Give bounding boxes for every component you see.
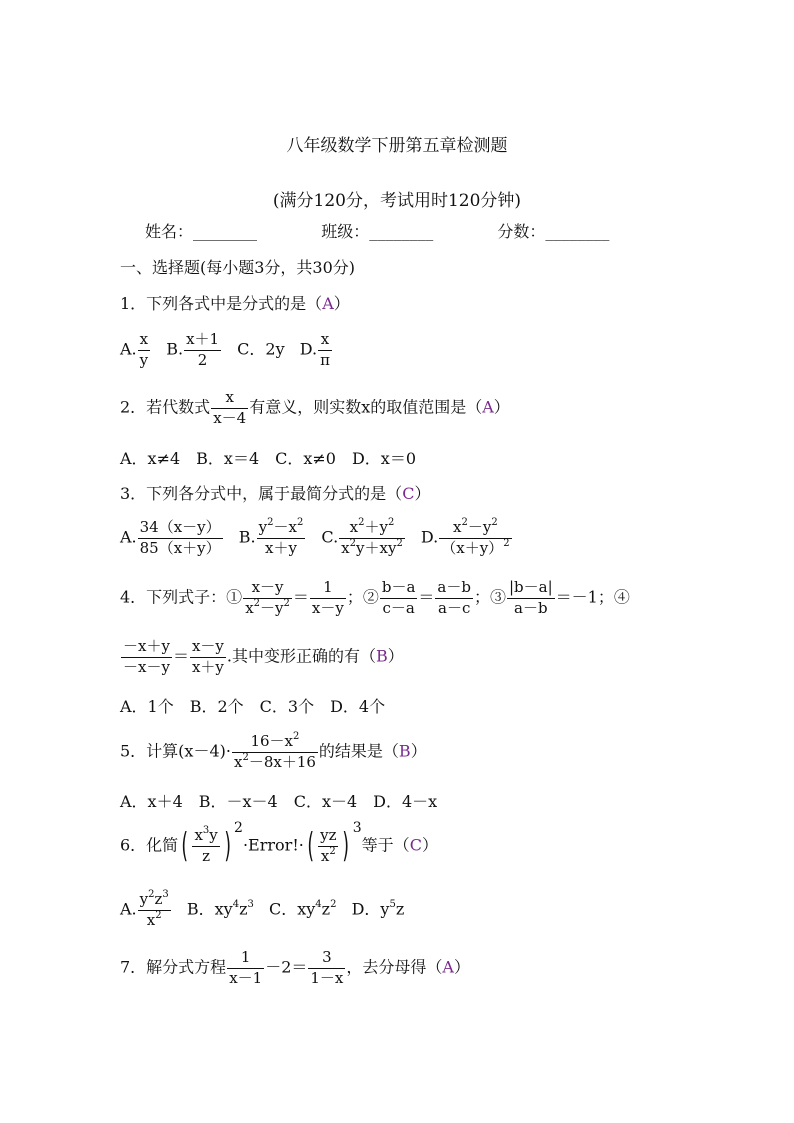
question-3-stem: 3．下列各分式中，属于最简分式的是（C） [120,484,431,503]
fraction: $\frac{x-y}{x+y}$ [191,637,224,676]
question-5-options: A．x＋4 B．－x－4 C．x－4 D．4－x [120,792,438,811]
question-6-options: A. $\frac{y^2z^3}{x^2}$ B．$xy^4z^3$ C．$xy^4z^2$ D．$y^5z$ [120,889,405,929]
fraction: $\frac{|b-a|}{a-b}$ [508,578,553,617]
fraction: $\frac{x-y}{x^2-y^2}$ [245,578,290,617]
answer: B [375,646,388,666]
answer: B [398,741,411,761]
page-title: 八年级数学下册第五章检测题 [286,136,508,156]
answer: A [442,957,454,977]
fraction: $\frac{x^3y}{z}$ [194,825,218,865]
class-field-label: 班级：________ [321,222,434,241]
question-1-stem: 1．下列各式中是分式的是（A） [120,294,350,313]
question-4-stem-cont: $\frac{-x+y}{-x-y}$ ＝ $\frac{x-y}{x+y}$ .其中变形正确的有（B） [123,637,404,676]
answer: C [409,835,422,855]
answer: C [402,484,415,503]
page-subtitle: (满分120分，考试用时120分钟) [272,191,522,211]
question-6-stem: 6．化简( $\frac{x^3y}{z}$ ) $^2$·Error!·( $\frac{yz}{x^2}$ ) $^3$等于（C） [120,820,438,866]
fraction: $\frac{y^2-x^2}{x+y}$ [258,517,304,557]
fraction: $\frac{x}{\pi}$ [320,330,330,369]
fraction: $\frac{x+1}{2}$ [186,330,220,369]
question-2-options: A．x≠4 B．x＝4 C．x≠0 D．x＝0 [120,449,417,468]
fraction: $\frac{3}{1-x}$ [310,948,344,987]
fraction: $\frac{b-a}{c-a}$ [381,578,416,617]
fraction: $\frac{-x+y}{-x-y}$ [123,637,170,676]
answer: A [482,397,494,417]
question-4-stem: 4．下列式子：① $\frac{x-y}{x^2-y^2}$ ＝ $\frac{1}{x-y}$ ；② $\frac{b-a}{c-a}$ ＝ $\frac{a-b}{a-c}$ ；③ $\frac{|b-a|}{a-b}$ ＝－1；④ [120,578,630,617]
question-3-options: A. $\frac{34(x-y)}{85(x+y)}$ B. $\frac{y^2-x^2}{x+y}$ C. $\frac{x^2+y^2}{x^2y+xy^2}$ D. $\frac{x^2-y^2}{(x+y)^2}$ [120,517,510,557]
fraction: $\frac{x^2-y^2}{(x+y)^2}$ [441,517,510,557]
fraction: $\frac{x}{x-4}$ [213,388,247,427]
question-1-options: A. $\frac{x}{y}$ B. $\frac{x+1}{2}$ C．2y D. $\frac{x}{\pi}$ [120,330,330,369]
fraction: $\frac{1}{x-1}$ [229,948,263,987]
fraction: $\frac{x}{y}$ [139,330,149,369]
section-heading: 一、选择题(每小题3分，共30分) [120,258,356,277]
question-5-stem: 5．计算(x－4)· $\frac{16-x^2}{x^2-8x+16}$ 的结果是（B） [120,731,427,771]
fraction: $\frac{1}{x-y}$ [311,578,344,617]
fraction: $\frac{a-b}{a-c}$ [437,578,471,617]
answer: A [322,294,334,313]
question-2-stem: 2．若代数式 $\frac{x}{x-4}$ 有意义，则实数x的取值范围是（A） [120,388,510,427]
score-field-label: 分数：________ [497,222,610,241]
name-field-label: 姓名：________ [145,222,258,241]
fraction: $\frac{y^2z^3}{x^2}$ [139,889,169,929]
fraction: $\frac{16-x^2}{x^2-8x+16}$ [233,731,316,771]
fraction: $\frac{34(x-y)}{85(x+y)}$ [139,518,221,557]
fraction: $\frac{x^2+y^2}{x^2y+xy^2}$ [341,517,403,557]
question-7-stem: 7．解分式方程 $\frac{1}{x-1}$ －2＝ $\frac{3}{1-x}$ ，去分母得（A） [120,948,470,987]
info-row [145,224,609,240]
fraction: $\frac{yz}{x^2}$ [320,826,337,865]
question-4-options: A．1个 B．2个 C．3个 D．4个 [120,697,386,716]
